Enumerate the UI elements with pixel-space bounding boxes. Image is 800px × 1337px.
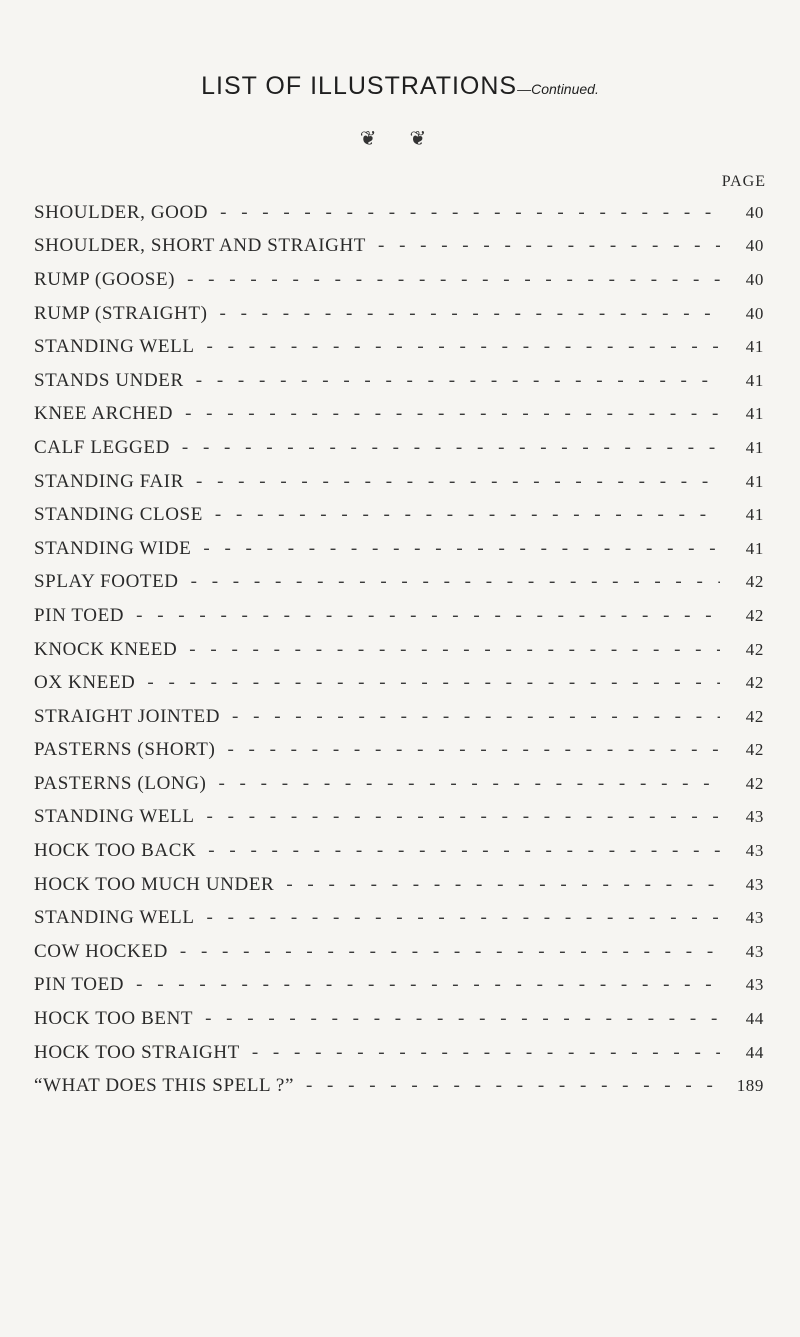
entry-page-number: 41 (745, 337, 764, 357)
entry-label: STANDS UNDER (34, 369, 184, 391)
toc-entry (34, 498, 764, 532)
entry-label: STANDING WELL (34, 806, 195, 828)
toc-entry (34, 666, 764, 700)
dot-leader (306, 1075, 720, 1097)
entry-label: RUMP (GOOSE) (34, 268, 176, 290)
entry-page-number: 42 (745, 605, 764, 625)
toc-entry (34, 532, 764, 566)
toc-entry (34, 834, 764, 868)
dot-leader (196, 370, 720, 392)
entry-label: COW HOCKED (34, 940, 168, 962)
entry-label: STANDING WELL (34, 907, 195, 929)
entry-page-number: 40 (745, 303, 764, 323)
toc-entry (34, 431, 764, 465)
dot-leader (136, 974, 720, 996)
dot-leader (218, 773, 720, 795)
dot-leader (189, 639, 720, 661)
dot-leader (252, 1042, 720, 1064)
toc-entry (34, 297, 764, 331)
entry-page-number: 42 (745, 639, 764, 659)
entry-label: KNOCK KNEED (34, 638, 178, 660)
entry-label: SPLAY FOOTED (34, 571, 179, 593)
entry-page-number: 41 (745, 404, 764, 424)
entry-page-number: 43 (745, 874, 764, 894)
entry-label: STANDING CLOSE (34, 504, 203, 526)
entry-page-number: 42 (745, 740, 764, 760)
dot-leader (220, 303, 721, 325)
toc-entry (34, 1002, 764, 1036)
entry-page-number: 44 (745, 1009, 764, 1029)
dot-leader (207, 806, 720, 828)
entry-label: STANDING FAIR (34, 470, 185, 492)
dot-leader (203, 538, 720, 560)
toc-entry (34, 398, 764, 432)
dot-leader (232, 706, 720, 728)
dot-leader (180, 941, 720, 963)
dot-leader (182, 437, 720, 459)
toc-entry (34, 465, 764, 499)
entry-page-number: 40 (745, 269, 764, 289)
title-main: LIST OF ILLUSTRATIONS (201, 72, 518, 100)
dot-leader (378, 235, 720, 257)
toc-entry (34, 868, 764, 902)
toc-entry (34, 901, 764, 935)
dot-leader (147, 672, 720, 694)
toc-entry (34, 599, 764, 633)
entry-page-number: 41 (745, 437, 764, 457)
dot-leader (286, 874, 720, 896)
entry-label: “WHAT DOES THIS SPELL ?” (34, 1075, 294, 1097)
title-continued: —Continued. (517, 81, 599, 97)
entry-label: CALF LEGGED (34, 436, 170, 458)
entry-page-number: 41 (745, 370, 764, 390)
entry-page-number: 43 (745, 908, 764, 928)
entry-label: HOCK TOO MUCH UNDER (34, 873, 275, 895)
toc-entry (34, 801, 764, 835)
entry-label: HOCK TOO STRAIGHT (34, 1041, 240, 1063)
entry-label: PIN TOED (34, 604, 125, 626)
page-title (0, 72, 800, 101)
dot-leader (185, 403, 720, 425)
entry-label: SHOULDER, SHORT AND STRAIGHT (34, 235, 366, 257)
entry-label: KNEE ARCHED (34, 403, 174, 425)
toc-entry (34, 935, 764, 969)
toc-entry (34, 969, 764, 1003)
entry-page-number: 42 (745, 572, 764, 592)
entry-page-number: 43 (745, 807, 764, 827)
entry-label: RUMP (STRAIGHT) (34, 302, 208, 324)
dot-leader (187, 269, 720, 291)
dot-leader (191, 571, 720, 593)
toc-entry (34, 566, 764, 600)
entry-page-number: 42 (745, 673, 764, 693)
dot-leader (136, 605, 720, 627)
entry-page-number: 42 (745, 706, 764, 726)
entry-page-number: 41 (745, 538, 764, 558)
toc-entry (34, 700, 764, 734)
entry-label: HOCK TOO BACK (34, 840, 197, 862)
entry-page-number: 44 (745, 1042, 764, 1062)
entry-page-number: 40 (745, 236, 764, 256)
entry-page-number: 43 (745, 975, 764, 995)
entry-page-number: 189 (736, 1076, 764, 1096)
entry-label: PASTERNS (SHORT) (34, 739, 216, 761)
toc-entry (34, 767, 764, 801)
dot-leader (220, 202, 720, 224)
entry-label: OX KNEED (34, 672, 136, 694)
dot-leader (205, 1008, 720, 1030)
entry-label: HOCK TOO BENT (34, 1008, 194, 1030)
entry-page-number: 42 (745, 773, 764, 793)
fleuron-ornaments: ❦ ❦ (359, 128, 441, 150)
dot-leader (207, 336, 720, 358)
dot-leader (227, 739, 720, 761)
dot-leader (215, 504, 720, 526)
toc-entry (34, 364, 764, 398)
dot-leader (207, 907, 720, 929)
entry-page-number: 43 (745, 841, 764, 861)
dot-leader (208, 840, 720, 862)
toc-entry (34, 196, 764, 230)
toc-entry (34, 330, 764, 364)
entry-page-number: 40 (745, 202, 764, 222)
toc-entry (34, 734, 764, 768)
entry-label: STANDING WELL (34, 336, 195, 358)
entry-page-number: 43 (745, 941, 764, 961)
dot-leader (196, 471, 720, 493)
entry-page-number: 41 (745, 505, 764, 525)
entry-label: STANDING WIDE (34, 537, 192, 559)
toc-entry (34, 1036, 764, 1070)
toc-entry (34, 1069, 764, 1103)
entry-label: PIN TOED (34, 974, 125, 996)
entry-label: STRAIGHT JOINTED (34, 705, 221, 727)
entry-page-number: 41 (745, 471, 764, 491)
page-column-header: PAGE (721, 173, 766, 190)
toc-entry (34, 263, 764, 297)
toc-entry (34, 230, 764, 264)
toc-entry (34, 633, 764, 667)
illustrations-list (34, 196, 764, 1103)
entry-label: SHOULDER, GOOD (34, 201, 209, 223)
entry-label: PASTERNS (LONG) (34, 772, 207, 794)
